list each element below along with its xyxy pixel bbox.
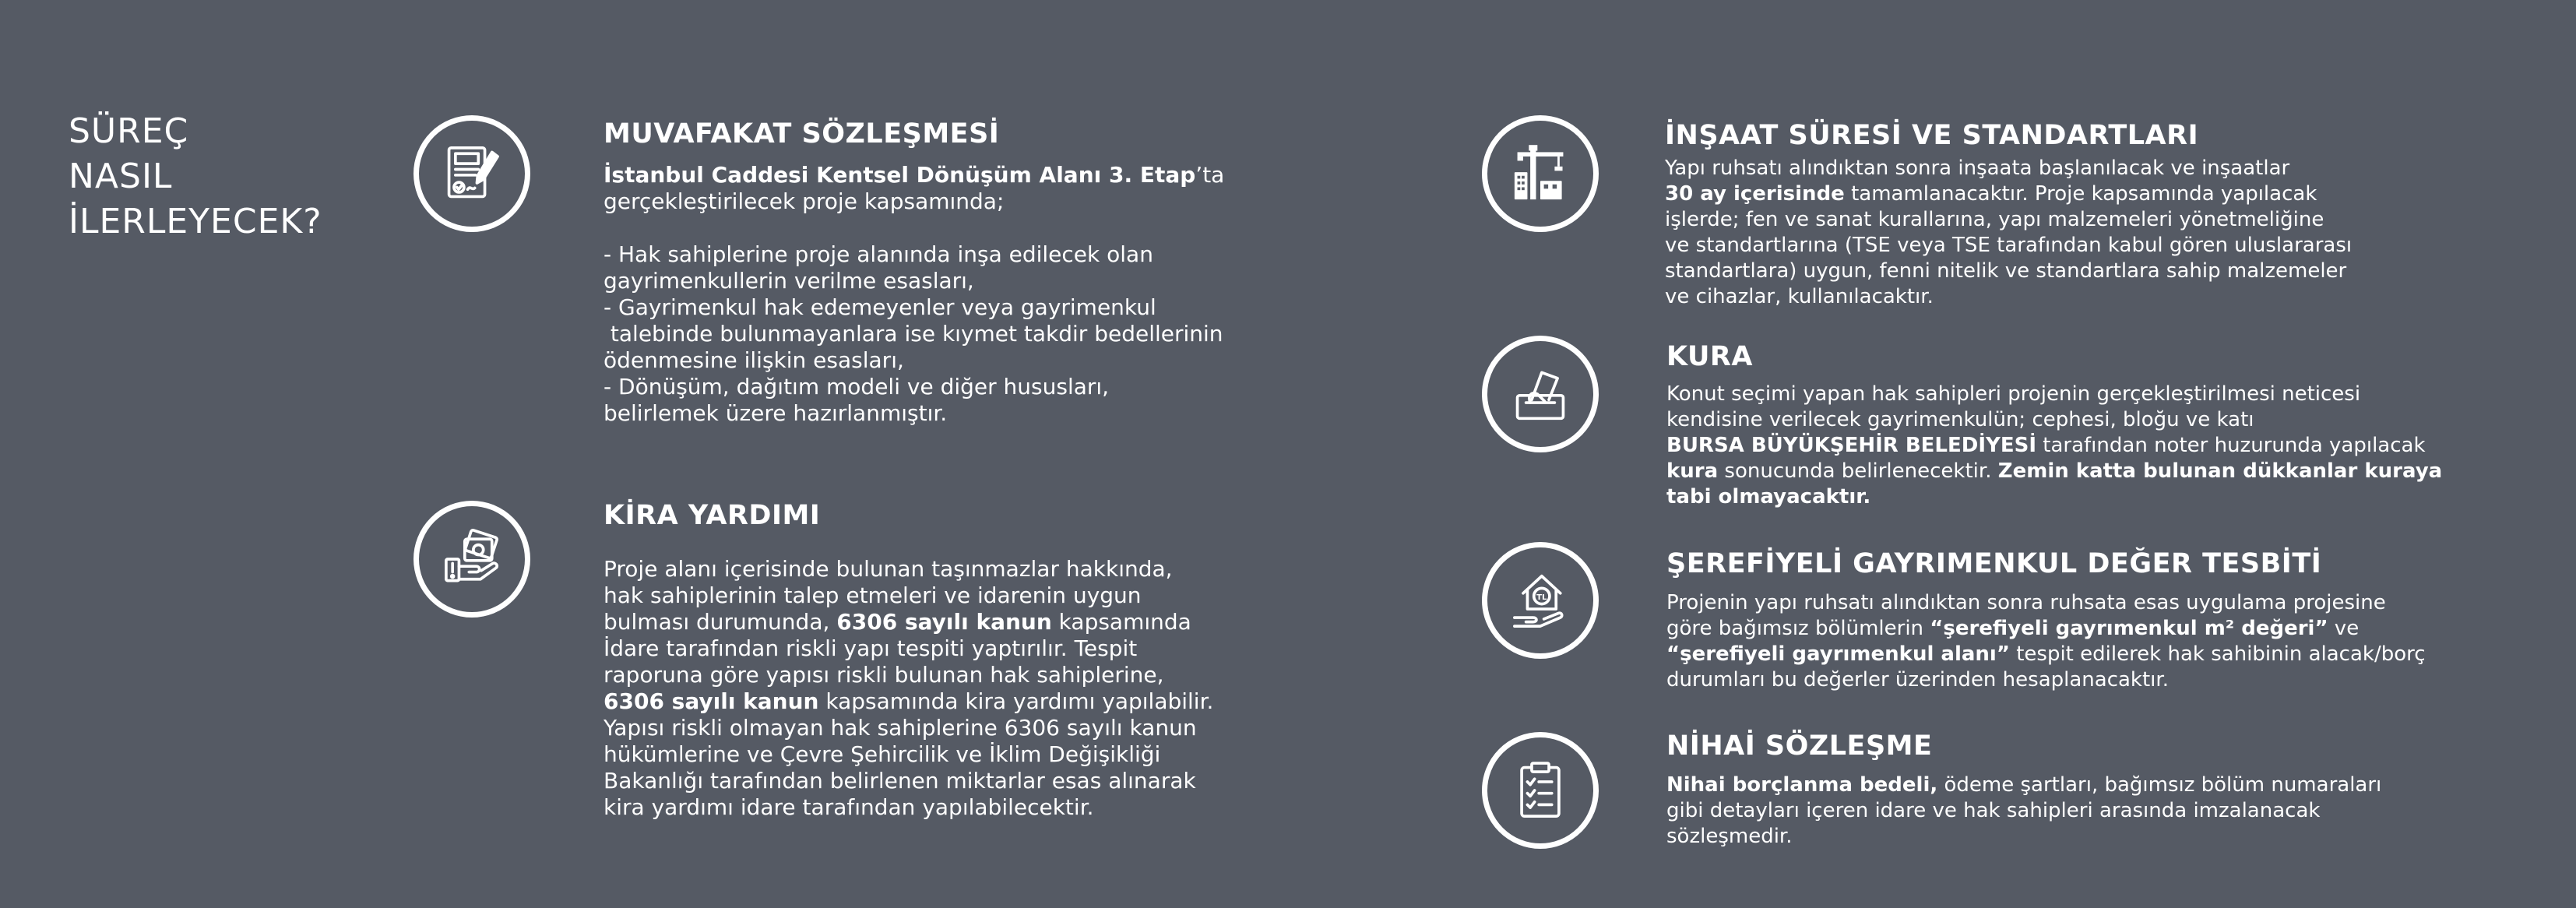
kura-shops-bold: tabi olmayacaktır. bbox=[1666, 485, 1871, 509]
muvafakat-line: - Hak sahiplerine proje alanında inşa edilecek olan bbox=[604, 241, 1153, 267]
insaat-text: tamamlanacaktır. Proje kapsamında yapılacak bbox=[1844, 182, 2317, 206]
contract-sign-icon bbox=[413, 115, 530, 232]
serefiye-title: ŞEREFİYELİ GAYRIMENKUL DEĞER TESBİTİ bbox=[1666, 548, 2322, 579]
kira-text: kapsamında kira yardımı yapılabilir. bbox=[818, 688, 1214, 714]
nihai-line: gibi detayları içeren idare ve hak sahipleri arasında imzalanacak bbox=[1666, 799, 2321, 822]
muvafakat-line: ödenmesine ilişkin esasları, bbox=[604, 347, 904, 373]
kura-line: kendisine verilecek gayrimenkulün; cephesi, bloğu ve katı bbox=[1666, 408, 2254, 431]
serefiye-text: tespit edilerek hak sahibinin alacak/borç bbox=[2009, 642, 2426, 666]
serefiye-line bbox=[1666, 616, 2546, 642]
kura-municipality-bold: BURSA BÜYÜKŞEHİR BELEDİYESİ bbox=[1666, 434, 2037, 457]
svg-text:TL: TL bbox=[1536, 593, 1547, 603]
insaat-duration-bold: 30 ay içerisinde bbox=[1665, 182, 1845, 206]
kira-line: Yapısı riskli olmayan hak sahiplerine 6306 sayılı kanun bbox=[604, 715, 1197, 741]
kura-line bbox=[1666, 459, 2546, 484]
ballot-box-icon bbox=[1482, 336, 1599, 452]
serefiye-text: göre bağımsız bölümlerin bbox=[1666, 617, 1930, 640]
clipboard-checklist-icon bbox=[1482, 732, 1599, 849]
kira-text: kapsamında bbox=[1051, 609, 1191, 635]
kira-line bbox=[604, 609, 1289, 635]
kira-title: KİRA YARDIMI bbox=[604, 500, 821, 531]
muvafakat-intro bbox=[604, 162, 1289, 188]
rent-aid-money-icon bbox=[413, 501, 530, 618]
kura-shops-bold: Zemin katta bulunan dükkanlar kuraya bbox=[1997, 459, 2443, 483]
serefiye-value-bold: “şerefiyeli gayrımenkul m² değeri” bbox=[1930, 617, 2328, 640]
kura-section bbox=[1666, 340, 2546, 510]
kira-section bbox=[604, 498, 1289, 821]
insaat-line: standartlara) uygun, fenni nitelik ve standartlara sahip malzemeler bbox=[1665, 259, 2347, 283]
nihai-debt-bold: Nihai borçlanma bedeli, bbox=[1666, 773, 1938, 797]
kira-line: Proje alanı içerisinde bulunan taşınmazlar hakkında, bbox=[604, 556, 1173, 582]
muvafakat-section bbox=[604, 117, 1289, 427]
nihai-line bbox=[1666, 773, 2546, 798]
muvafakat-line: belirlemek üzere hazırlanmıştır. bbox=[604, 400, 948, 426]
kira-law-bold: 6306 sayılı kanun bbox=[604, 688, 819, 714]
serefiye-line bbox=[1666, 642, 2546, 667]
kira-law-bold: 6306 sayılı kanun bbox=[836, 609, 1052, 635]
nihai-text: ödeme şartları, bağımsız bölüm numaraları bbox=[1937, 773, 2382, 797]
kira-line: hükümlerine ve Çevre Şehircilik ve İklim Değişikliği bbox=[604, 741, 1161, 767]
insaat-title: İNŞAAT SÜRESİ VE STANDARTLARI bbox=[1665, 120, 2199, 151]
page-title bbox=[69, 109, 322, 245]
muvafakat-line: - Dönüşüm, dağıtım modeli ve diğer hususları, bbox=[604, 374, 1110, 399]
kura-title: KURA bbox=[1666, 341, 1753, 372]
kira-line: kira yardımı idare tarafından yapılabilecektir. bbox=[604, 794, 1094, 820]
title-line-3: İLERLEYECEK? bbox=[69, 202, 322, 241]
serefiye-line: durumları bu değerler üzerinden hesaplanacaktır. bbox=[1666, 668, 2169, 692]
nihai-line: sözleşmedir. bbox=[1666, 825, 1793, 848]
kira-line: raporuna göre yapısı riskli bulunan hak sahiplerine, bbox=[604, 662, 1164, 688]
construction-crane-icon bbox=[1482, 115, 1599, 232]
muvafakat-line: talebinde bulunmayanlara ise kıymet takdir bedellerinin bbox=[604, 321, 1223, 347]
muvafakat-intro-bold: İstanbul Caddesi Kentsel Dönüşüm Alanı 3. Etap bbox=[604, 162, 1196, 188]
muvafakat-intro-line2: gerçekleştirilecek proje kapsamında; bbox=[604, 188, 1005, 214]
muvafakat-intro-rest: ’ta bbox=[1195, 162, 1225, 188]
insaat-line: Yapı ruhsatı alındıktan sonra inşaata başlanılacak ve inşaatlar bbox=[1665, 157, 2290, 180]
insaat-line: ve cihazlar, kullanılacaktır. bbox=[1665, 285, 1934, 308]
muvafakat-title: MUVAFAKAT SÖZLEŞMESİ bbox=[604, 118, 1000, 150]
kira-line: hak sahiplerinin talep etmeleri ve idarenin uygun bbox=[604, 582, 1142, 608]
insaat-line: işlerde; fen ve sanat kurallarına, yapı malzemeleri yönetmeliğine bbox=[1665, 208, 2324, 231]
serefiye-line: Projenin yapı ruhsatı alındıktan sonra ruhsata esas uygulama projesine bbox=[1666, 591, 2386, 614]
serefiye-text: ve bbox=[2328, 617, 2360, 640]
title-line-2: NASIL bbox=[69, 157, 173, 196]
nihai-title: NİHAİ SÖZLEŞME bbox=[1666, 730, 1933, 762]
muvafakat-line: - Gayrimenkul hak edemeyenler veya gayrimenkul bbox=[604, 294, 1156, 320]
insaat-line: ve standartlarına (TSE veya TSE tarafından kabul gören uluslararası bbox=[1665, 234, 2353, 257]
kira-text: bulması durumunda, bbox=[604, 609, 837, 635]
property-value-icon bbox=[1482, 542, 1599, 659]
serefiye-section bbox=[1666, 547, 2546, 693]
kira-line: İdare tarafından riskli yapı tespiti yaptırılır. Tespit bbox=[604, 635, 1138, 661]
kura-line bbox=[1666, 484, 2546, 510]
kura-line bbox=[1666, 433, 2546, 459]
kura-text: tarafından noter huzurunda yapılacak bbox=[2036, 434, 2426, 457]
insaat-line bbox=[1665, 181, 2545, 207]
nihai-section bbox=[1666, 729, 2546, 850]
kira-line: Bakanlığı tarafından belirlenen miktarlar esas alınarak bbox=[604, 768, 1196, 794]
muvafakat-line: gayrimenkullerin verilme esasları, bbox=[604, 268, 974, 294]
kura-bold: kura bbox=[1666, 459, 1719, 483]
serefiye-area-bold: “şerefiyeli gayrımenkul alanı” bbox=[1666, 642, 2010, 666]
kura-line: Konut seçimi yapan hak sahipleri projenin gerçekleştirilmesi neticesi bbox=[1666, 382, 2361, 406]
kura-text: sonucunda belirlenecektir. bbox=[1718, 459, 1998, 483]
kira-line bbox=[604, 688, 1289, 715]
title-line-1: SÜREÇ bbox=[69, 111, 189, 151]
insaat-section bbox=[1665, 118, 2545, 310]
